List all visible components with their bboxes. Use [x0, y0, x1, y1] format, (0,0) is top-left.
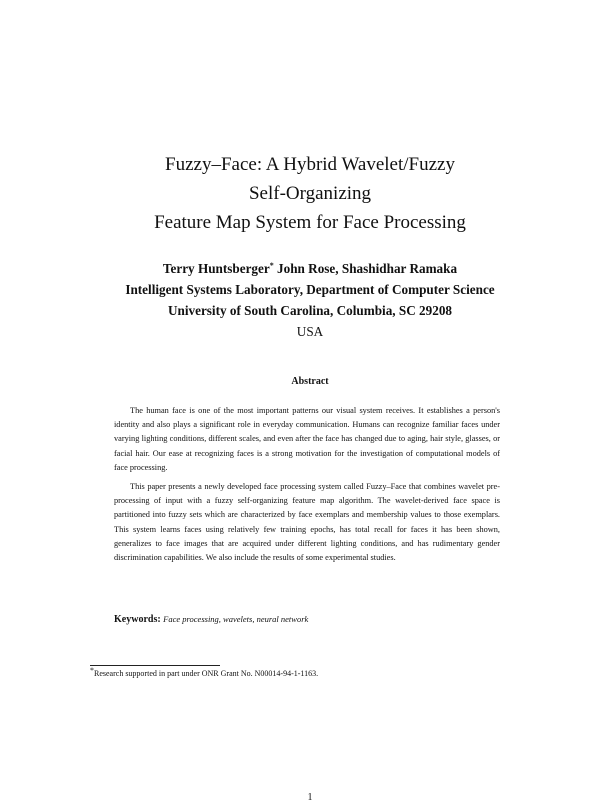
author-university: University of South Carolina, Columbia, SC 29208 [167, 303, 453, 318]
abstract-paragraph-1: The human face is one of the most important patterns our visual system receives. It establishes a person's identity and also plays a significant role in everyday communication. Humans can recognize familiar faces under varying lighting conditions, different scales, and even after the face has changed due to aging, hair style, glasses, or facial hair. Our ease at recognizing faces is a strong motivation for the investigation of computational models of face processing. [114, 406, 500, 472]
abstract-body [114, 404, 500, 570]
author-block [60, 258, 560, 342]
title-line-1: Fuzzy–Face: A Hybrid Wavelet/Fuzzy [165, 154, 455, 175]
keywords-text: Face processing, wavelets, neural network [163, 614, 309, 624]
page-number: 1 [307, 792, 313, 803]
keywords-label: Keywords: [114, 614, 161, 625]
footnote-text: Research supported in part under ONR Grant No. N00014-94-1-1163. [94, 669, 319, 678]
author-names [60, 258, 560, 279]
author-lab: Intelligent Systems Laboratory, Department of Computer Science [125, 282, 495, 297]
title-line-3: Feature Map System for Face Processing [154, 212, 466, 233]
abstract-heading: Abstract [291, 376, 329, 387]
footnote-mark: * [90, 666, 94, 675]
title-line-2: Self-Organizing [248, 183, 372, 204]
footnote [90, 666, 319, 678]
paper-title [60, 150, 560, 237]
keywords [114, 614, 308, 625]
author-rest: John Rose, Shashidhar Ramaka [273, 261, 458, 276]
footnote-rule [90, 665, 220, 666]
author-footnote-mark: * [269, 261, 274, 270]
author-first: Terry Huntsberger [162, 261, 270, 276]
author-country: USA [296, 324, 324, 339]
abstract-paragraph-2: This paper presents a newly developed face processing system called Fuzzy–Face that combines wavelet pre-processing of input with a fuzzy self-organizing feature map algorithm. The wavelet-derived face space is partitioned into fuzzy sets which are characterized by face exemplars and membership values to those exemplars. This system learns faces using relatively few training epochs, has total recall for faces it has been shown, generalizes to face images that are acquired under different lighting conditions, and has rudimentary gender discrimination capabilities. We also include the results of some experimental studies. [114, 482, 500, 563]
